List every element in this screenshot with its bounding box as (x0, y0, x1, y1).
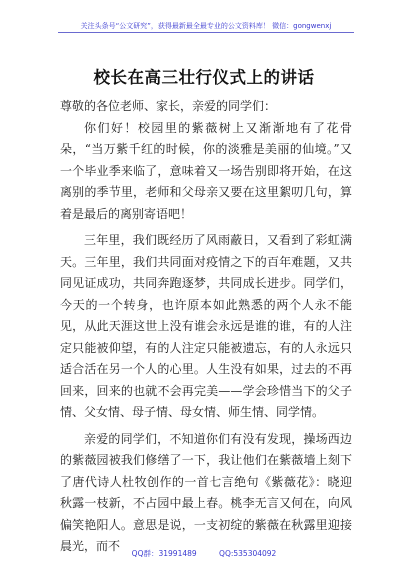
paragraph-1: 你们好！校园里的紫薇树上又渐渐地有了花骨朵，“当万紫千红的时候，你的淡雅是美丽的仙境。”又一个毕业季来临了，意味着又一场告别即将开始，在这离别的季节里，老师和父母亲又要在这里絮叨几句，算着是最后的离别寄语吧！ (60, 120, 352, 221)
footer (0, 548, 408, 559)
paragraph-3: 亲爱的同学们，不知道你们有没有发现，操场西边的紫薇园被我们修缮了一下，我让他们在紫薇墙上刻下了唐代诗人杜牧创作的一首七言绝句《紫薇花》：晓迎秋露一枝新，不占园中最上春。桃李无言又何在，向风偏笑艳阳人。意思是说，一支初绽的紫薇在秋露里迎接晨光，而不 (60, 431, 352, 553)
salutation: 尊敬的各位老师、家长，亲爱的同学们： (60, 99, 277, 113)
footer-qq: QQ:535304092 (219, 549, 277, 558)
document-body (60, 96, 352, 558)
header-banner: 关注头条号“公文研究”，获得最新最全最专业的公文资料库！ 微信：gongwenxj (58, 20, 354, 33)
paragraph-2: 三年里，我们既经历了风雨蔽日，又看到了彩虹满天。三年里，我们共同面对疫情之下的百年难题，又共同见证成功，共同奔跑逐梦，共同成长进步。同学们，今天的一个转身，也许原本如此熟悉的两个人永不能见，从此天涯这世上没有谁会永远是谁的谁，有的人注定只能被仰望，有的人注定只能被遗忘，有的人永远只适合活在另一个人的心里。人生没有如果，过去的不再回来，回来的也就不会再完美——学会珍惜当下的父子情、父女情、母子情、母女情、师生情、同学情。 (60, 233, 352, 419)
footer-qq-group: QQ群：31991489 (131, 549, 197, 558)
page-title: 校长在高三壮行仪式上的讲话 (93, 68, 315, 87)
